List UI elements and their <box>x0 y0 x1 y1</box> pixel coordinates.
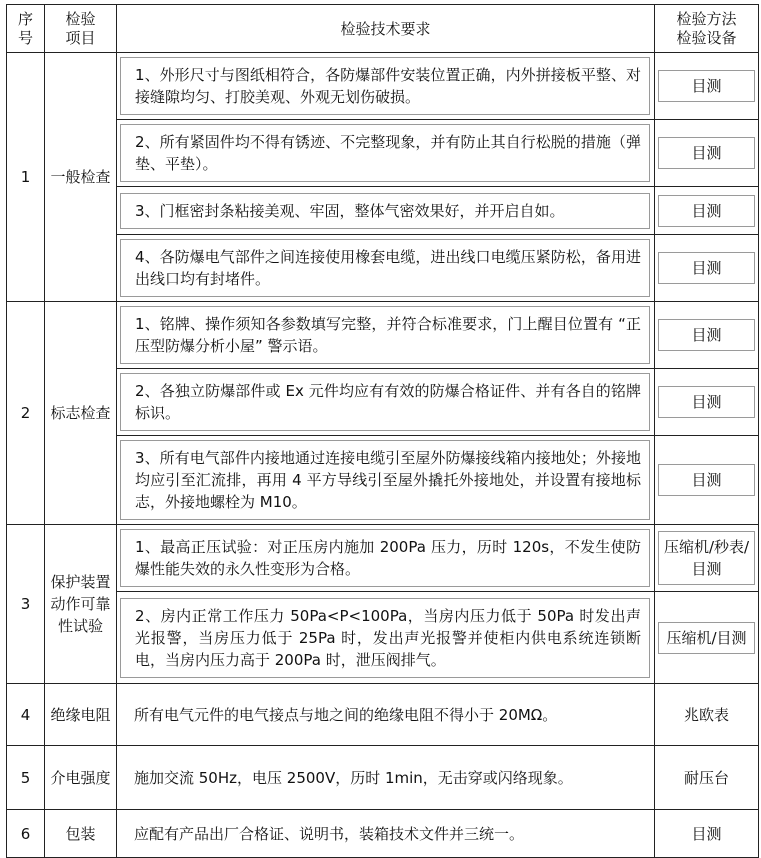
method-cell: 目测 <box>655 235 759 302</box>
table-row <box>7 436 759 525</box>
item-label: 介电强度 <box>45 746 117 810</box>
requirement-cell: 2、各独立防爆部件或 Ex 元件均应有有效的防爆合格证件、并有各自的铭牌标识。 <box>117 369 655 436</box>
table-row <box>7 684 759 746</box>
table-row <box>7 302 759 369</box>
row-number: 6 <box>7 810 45 858</box>
requirement-cell: 1、最高正压试验：对正压房内施加 200Pa 压力，历时 120s，不发生使防爆性能失效的永久性变形为合格。 <box>117 525 655 592</box>
item-label: 标志检查 <box>45 302 117 525</box>
requirement-cell: 4、各防爆电气部件之间连接使用橡套电缆，进出线口电缆压紧防松，备用进出线口均有封堵件。 <box>117 235 655 302</box>
method-cell: 耐压台 <box>655 746 759 810</box>
row-number: 2 <box>7 302 45 525</box>
method-cell: 目测 <box>655 53 759 120</box>
row-number: 1 <box>7 53 45 302</box>
method-cell: 目测 <box>655 369 759 436</box>
method-cell: 目测 <box>655 436 759 525</box>
method-cell: 目测 <box>655 187 759 235</box>
item-label: 绝缘电阻 <box>45 684 117 746</box>
table-row <box>7 369 759 436</box>
table-row <box>7 746 759 810</box>
table-row <box>7 525 759 592</box>
item-label: 一般检查 <box>45 53 117 302</box>
table-row <box>7 592 759 684</box>
header-method: 检验方法 检验设备 <box>655 5 759 53</box>
method-cell: 兆欧表 <box>655 684 759 746</box>
requirement-cell: 所有电气元件的电气接点与地之间的绝缘电阻不得小于 20MΩ。 <box>117 684 655 746</box>
item-label: 包装 <box>45 810 117 858</box>
requirement-cell: 3、所有电气部件内接地通过连接电缆引至屋外防爆接线箱内接地处；外接地均应引至汇流排，再用 4 平方导线引至屋外撬托外接地处，并设置有接地标志，外接地螺栓为 M10。 <box>117 436 655 525</box>
method-cell: 目测 <box>655 810 759 858</box>
row-number: 4 <box>7 684 45 746</box>
row-number: 3 <box>7 525 45 684</box>
method-cell: 压缩机/目测 <box>655 592 759 684</box>
table-row <box>7 53 759 120</box>
header-item: 检验 项目 <box>45 5 117 53</box>
requirement-cell: 应配有产品出厂合格证、说明书，装箱技术文件并三统一。 <box>117 810 655 858</box>
requirement-cell: 1、铭牌、操作须知各参数填写完整，并符合标准要求，门上醒目位置有 “正压型防爆分析小屋” 警示语。 <box>117 302 655 369</box>
row-number: 5 <box>7 746 45 810</box>
table-row <box>7 235 759 302</box>
inspection-spec-table <box>6 4 759 858</box>
table-row <box>7 120 759 187</box>
requirement-cell: 3、门框密封条粘接美观、牢固，整体气密效果好，并开启自如。 <box>117 187 655 235</box>
method-cell: 目测 <box>655 120 759 187</box>
table-row <box>7 187 759 235</box>
method-cell: 压缩机/秒表/目测 <box>655 525 759 592</box>
requirement-cell: 2、房内正常工作压力 50Pa<P<100Pa，当房内压力低于 50Pa 时发出声光报警，当房压力低于 25Pa 时，发出声光报警并使柜内供电系统连锁断电，当房内压力高于 200Pa 时，泄压阀排气。 <box>117 592 655 684</box>
item-label: 保护装置动作可靠性试验 <box>45 525 117 684</box>
header-no: 序 号 <box>7 5 45 53</box>
method-cell: 目测 <box>655 302 759 369</box>
table-header-row <box>7 5 759 53</box>
table-row <box>7 810 759 858</box>
requirement-cell: 施加交流 50Hz，电压 2500V，历时 1min，无击穿或闪络现象。 <box>117 746 655 810</box>
requirement-cell: 2、所有紧固件均不得有锈迹、不完整现象，并有防止其自行松脱的措施（弹垫、平垫）。 <box>117 120 655 187</box>
requirement-cell: 1、外形尺寸与图纸相符合，各防爆部件安装位置正确，内外拼接板平整、对接缝隙均匀、打胶美观、外观无划伤破损。 <box>117 53 655 120</box>
header-requirement: 检验技术要求 <box>117 5 655 53</box>
